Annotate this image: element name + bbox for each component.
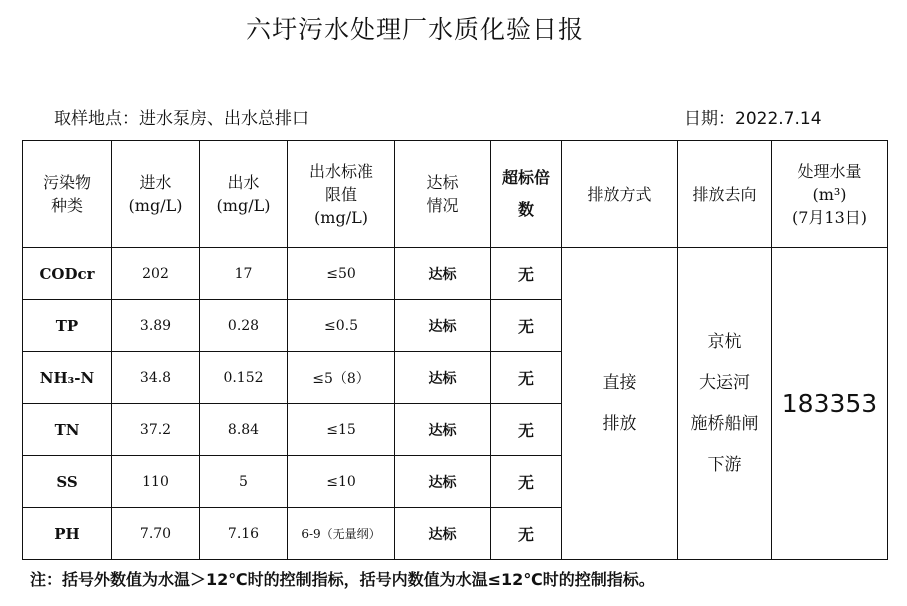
discharge-destination-cell (678, 248, 772, 560)
standard-cell: ≤50 (288, 248, 395, 300)
header-volume (772, 141, 888, 248)
treated-volume-cell: 183353 (772, 248, 888, 560)
inflow-cell: 37.2 (112, 404, 200, 456)
status-cell: 达标 (395, 352, 491, 404)
outflow-cell: 0.28 (200, 300, 288, 352)
header-outflow-line-1: 出水 (227, 173, 260, 192)
report-date: 日期：2022.7.14 (684, 109, 822, 129)
discharge-destination-line-4: 下游 (707, 454, 742, 475)
header-pollutant-line-1: 污染物 (42, 173, 91, 192)
standard-cell: ≤10 (288, 456, 395, 508)
header-discharge-destination: 排放去向 (678, 141, 772, 248)
outflow-cell: 7.16 (200, 508, 288, 560)
table-header-row (23, 141, 888, 248)
header-standard-line-3: (mg/L) (314, 207, 368, 227)
water-quality-table (22, 140, 888, 560)
header-volume-line-3: (7月13日) (791, 207, 868, 227)
header-standard-line-2: 限值 (324, 184, 357, 204)
standard-cell: ≤15 (288, 404, 395, 456)
status-cell: 达标 (395, 300, 491, 352)
report-title: 六圩污水处理厂水质化验日报 (245, 15, 584, 44)
standard-cell: ≤5（8） (288, 352, 395, 404)
header-inflow-line-2: (mg/L) (128, 196, 183, 215)
pollutant-cell: TP (23, 300, 112, 352)
over-times-cell: 无 (491, 404, 562, 456)
outflow-cell: 5 (200, 456, 288, 508)
outflow-cell: 0.152 (200, 352, 288, 404)
outflow-cell: 17 (200, 248, 288, 300)
inflow-cell: 110 (112, 456, 200, 508)
standard-cell: ≤0.5 (288, 300, 395, 352)
over-times-cell: 无 (491, 248, 562, 300)
discharge-destination-line-2: 大运河 (699, 372, 750, 393)
pollutant-cell: PH (23, 508, 112, 560)
header-over-times-line-1: 超标倍 (501, 168, 550, 187)
inflow-cell: 202 (112, 248, 200, 300)
header-volume-line-2: (m³) (812, 184, 847, 204)
over-times-cell: 无 (491, 352, 562, 404)
header-standard-line-1: 出水标准 (308, 161, 373, 181)
discharge-method-line-1: 直接 (602, 372, 637, 393)
inflow-cell: 34.8 (112, 352, 200, 404)
header-inflow (112, 141, 200, 248)
discharge-destination-line-1: 京杭 (707, 331, 742, 352)
inflow-cell: 3.89 (112, 300, 200, 352)
pollutant-cell: CODcr (23, 248, 112, 300)
discharge-destination-line-3: 施桥船闸 (690, 413, 759, 434)
discharge-method-line-2: 排放 (602, 413, 637, 434)
header-pollutant-line-2: 种类 (50, 196, 83, 215)
status-cell: 达标 (395, 248, 491, 300)
status-cell: 达标 (395, 508, 491, 560)
header-standard (288, 141, 395, 248)
header-over-times-line-2: 数 (517, 200, 534, 219)
header-status-line-2: 情况 (426, 196, 459, 215)
header-outflow-line-2: (mg/L) (216, 196, 271, 215)
header-pollutant (23, 141, 112, 248)
pollutant-cell: SS (23, 456, 112, 508)
header-over-times (491, 141, 562, 248)
header-discharge-method: 排放方式 (562, 141, 678, 248)
header-status (395, 141, 491, 248)
header-inflow-line-1: 进水 (139, 173, 172, 192)
sampling-location: 取样地点：进水泵房、出水总排口 (54, 109, 309, 129)
pollutant-cell: NH₃-N (23, 352, 112, 404)
status-cell: 达标 (395, 456, 491, 508)
over-times-cell: 无 (491, 300, 562, 352)
pollutant-cell: TN (23, 404, 112, 456)
header-volume-line-1: 处理水量 (797, 161, 862, 181)
standard-cell: 6-9（无量纲） (288, 508, 395, 560)
status-cell: 达标 (395, 404, 491, 456)
discharge-method-cell (562, 248, 678, 560)
over-times-cell: 无 (491, 508, 562, 560)
footnote: 注：括号外数值为水温＞12℃时的控制指标，括号内数值为水温≤12℃时的控制指标。 (30, 570, 655, 589)
table-row (23, 248, 888, 300)
header-outflow (200, 141, 288, 248)
outflow-cell: 8.84 (200, 404, 288, 456)
header-status-line-1: 达标 (426, 173, 459, 192)
over-times-cell: 无 (491, 456, 562, 508)
inflow-cell: 7.70 (112, 508, 200, 560)
